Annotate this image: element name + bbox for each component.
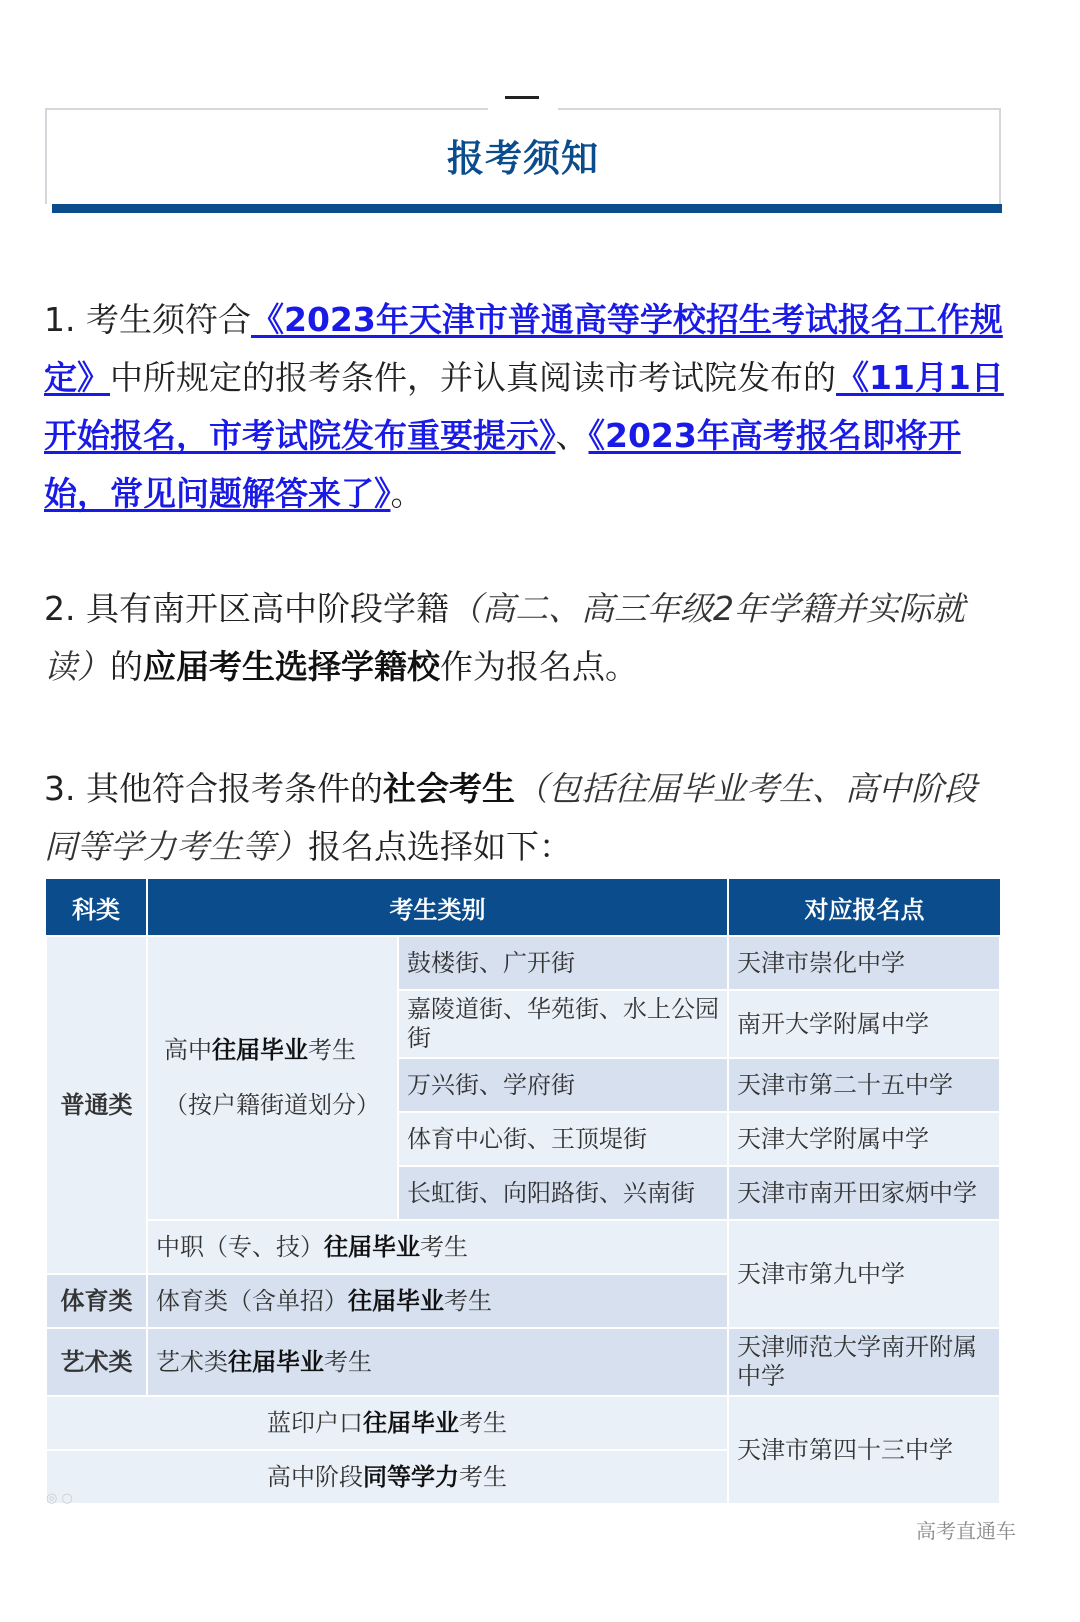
faint-watermark-icon: ◎ ○ xyxy=(46,1491,73,1506)
p1-middle: 中所规定的报考条件，并认真阅读市考试院发布的 xyxy=(110,358,836,397)
p2-prefix: 2. 具有南开区高中阶段学籍 xyxy=(44,589,449,628)
registration-site-table xyxy=(45,879,1001,1505)
lanyin-bold: 往届毕业 xyxy=(363,1408,459,1437)
school-cell: 天津市崇化中学 xyxy=(728,936,1000,990)
p1-separator: 、 xyxy=(555,416,589,455)
street-cell: 万兴街、学府街 xyxy=(398,1058,728,1112)
zhongzhi-bold: 往届毕业 xyxy=(324,1232,420,1261)
street-cell: 鼓楼街、广开街 xyxy=(398,936,728,990)
street-cell: 嘉陵道街、华苑街、水上公园街 xyxy=(398,990,728,1058)
notice-item-2 xyxy=(44,580,1004,696)
lanyin-post: 考生 xyxy=(459,1408,507,1437)
school-cell: 南开大学附属中学 xyxy=(728,990,1000,1058)
category-tiyu: 体育类 xyxy=(46,1274,147,1328)
group-previous-graduates xyxy=(147,936,398,1220)
p2-italic-note: （高二、高三年级2年学籍并实际就读） xyxy=(44,589,965,686)
yishu-pre: 艺术类 xyxy=(156,1347,228,1376)
tongdeng-post: 考生 xyxy=(459,1462,507,1491)
header-candidate-type: 考生类别 xyxy=(147,879,728,936)
p3-bold: 社会考生 xyxy=(382,769,515,808)
p2-mid: 的 xyxy=(110,647,143,686)
school-cell: 天津师范大学南开附属中学 xyxy=(728,1328,1000,1396)
tiyu-post: 考生 xyxy=(444,1286,492,1315)
group-note: （按户籍街道划分） xyxy=(164,1091,380,1119)
school-cell: 天津市第四十三中学 xyxy=(728,1396,1000,1504)
header-underline-bar xyxy=(52,204,1002,213)
notice-item-3 xyxy=(44,760,1004,876)
tongdeng-pre: 高中阶段 xyxy=(267,1462,363,1491)
header-gap xyxy=(488,100,558,114)
zhongzhi-post: 考生 xyxy=(420,1232,468,1261)
yishu-post: 考生 xyxy=(324,1347,372,1376)
p1-end: 。 xyxy=(390,474,424,513)
p1-prefix: 1. 考生须符合 xyxy=(44,300,251,339)
group-post: 考生 xyxy=(308,1036,356,1064)
table-row xyxy=(46,1328,1000,1396)
table-header-row xyxy=(46,879,1000,936)
header-registration-site: 对应报名点 xyxy=(728,879,1000,936)
lanyin-pre: 蓝印户口 xyxy=(267,1408,363,1437)
group-pre: 高中 xyxy=(164,1036,212,1064)
table-row xyxy=(46,1220,1000,1274)
tiyu-cell xyxy=(147,1274,728,1328)
school-cell: 天津市南开田家炳中学 xyxy=(728,1166,1000,1220)
notice-item-1 xyxy=(44,291,1004,523)
tiyu-bold: 往届毕业 xyxy=(348,1286,444,1315)
zhongzhi-cell xyxy=(147,1220,728,1274)
yishu-cell xyxy=(147,1328,728,1396)
p3-prefix: 3. 其他符合报考条件的 xyxy=(44,769,383,808)
category-yishu: 艺术类 xyxy=(46,1328,147,1396)
link-registration-rules[interactable]: 《2023年天津市普通高等学校招生考试报名工作规定》 xyxy=(44,300,1003,397)
tiyu-pre: 体育类（含单招） xyxy=(156,1286,348,1315)
link-important-notice[interactable]: 《11月1日开始报名，市考试院发布重要提示》 xyxy=(44,358,1004,455)
p3-end: 报名点选择如下： xyxy=(308,827,572,866)
zhongzhi-pre: 中职（专、技） xyxy=(156,1232,324,1261)
street-cell: 体育中心街、王顶堤街 xyxy=(398,1112,728,1166)
page-title: 报考须知 xyxy=(447,137,599,180)
school-cell: 天津大学附属中学 xyxy=(728,1112,1000,1166)
group-label xyxy=(164,1036,389,1065)
group-bold: 往届毕业 xyxy=(212,1036,308,1064)
yishu-bold: 往届毕业 xyxy=(228,1347,324,1376)
street-cell: 长虹街、向阳路街、兴南街 xyxy=(398,1166,728,1220)
link-faq[interactable]: 《2023年高考报名即将开始，常见问题解答来了》 xyxy=(44,416,961,513)
table-row xyxy=(46,936,1000,990)
header-dash xyxy=(505,96,539,99)
category-putong: 普通类 xyxy=(46,936,147,1274)
tongdeng-cell xyxy=(46,1450,728,1504)
table-row xyxy=(46,1396,1000,1450)
p2-bold: 应届考生选择学籍校 xyxy=(143,647,440,686)
school-cell: 天津市第九中学 xyxy=(728,1220,1000,1328)
footer-watermark: 高考直通车 xyxy=(916,1519,1016,1543)
p3-italic-note: （包括往届毕业考生、高中阶段同等学力考生等） xyxy=(44,769,977,866)
lanyin-cell xyxy=(46,1396,728,1450)
school-cell: 天津市第二十五中学 xyxy=(728,1058,1000,1112)
p2-end: 作为报名点。 xyxy=(440,647,638,686)
tongdeng-bold: 同等学力 xyxy=(363,1462,459,1491)
header-category: 科类 xyxy=(46,879,147,936)
